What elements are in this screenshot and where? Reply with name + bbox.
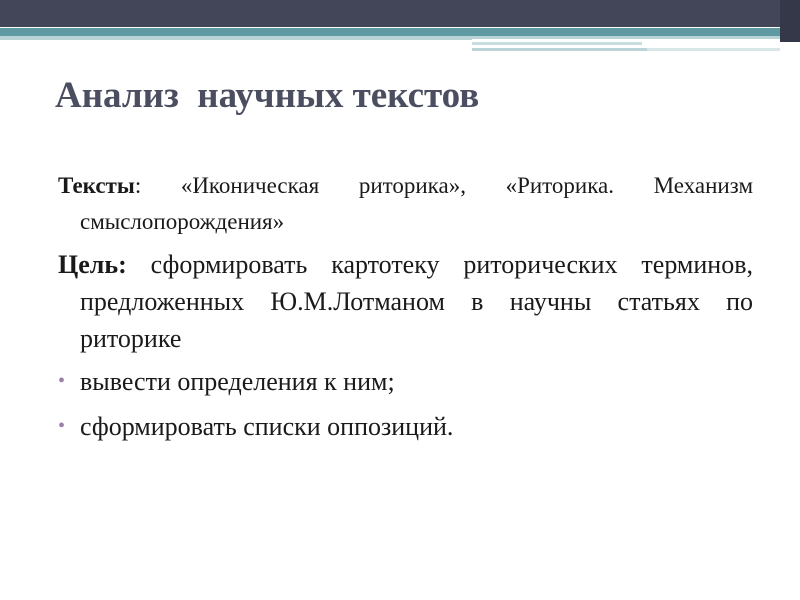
header-band-corner (780, 0, 800, 42)
bullet-item (58, 363, 753, 400)
slide-content (58, 168, 753, 453)
texts-label: Тексты (58, 173, 135, 198)
header-lines-decoration (472, 36, 780, 54)
header-band-teal (0, 28, 780, 36)
texts-value: : «Иконическая риторика», «Риторика. Механизм смыслопорождения» (80, 173, 753, 234)
texts-paragraph (58, 168, 753, 240)
bullet-icon: • (58, 415, 66, 437)
slide-title: Анализ научных текстов (55, 75, 480, 116)
goal-value: сформировать картотеку риторических терминов, предложенных Ю.М.Лотманом в научны статьях по риторике (80, 250, 753, 353)
goal-label: Цель: (58, 250, 127, 279)
goal-paragraph (58, 246, 753, 357)
bullet-text: сформировать списки оппозиций. (80, 412, 454, 441)
bullet-text: вывести определения к ним; (80, 367, 395, 396)
bullet-item (58, 408, 753, 445)
header-line-light (0, 36, 472, 40)
bullet-icon: • (58, 370, 66, 392)
header-band-dark (0, 0, 780, 27)
